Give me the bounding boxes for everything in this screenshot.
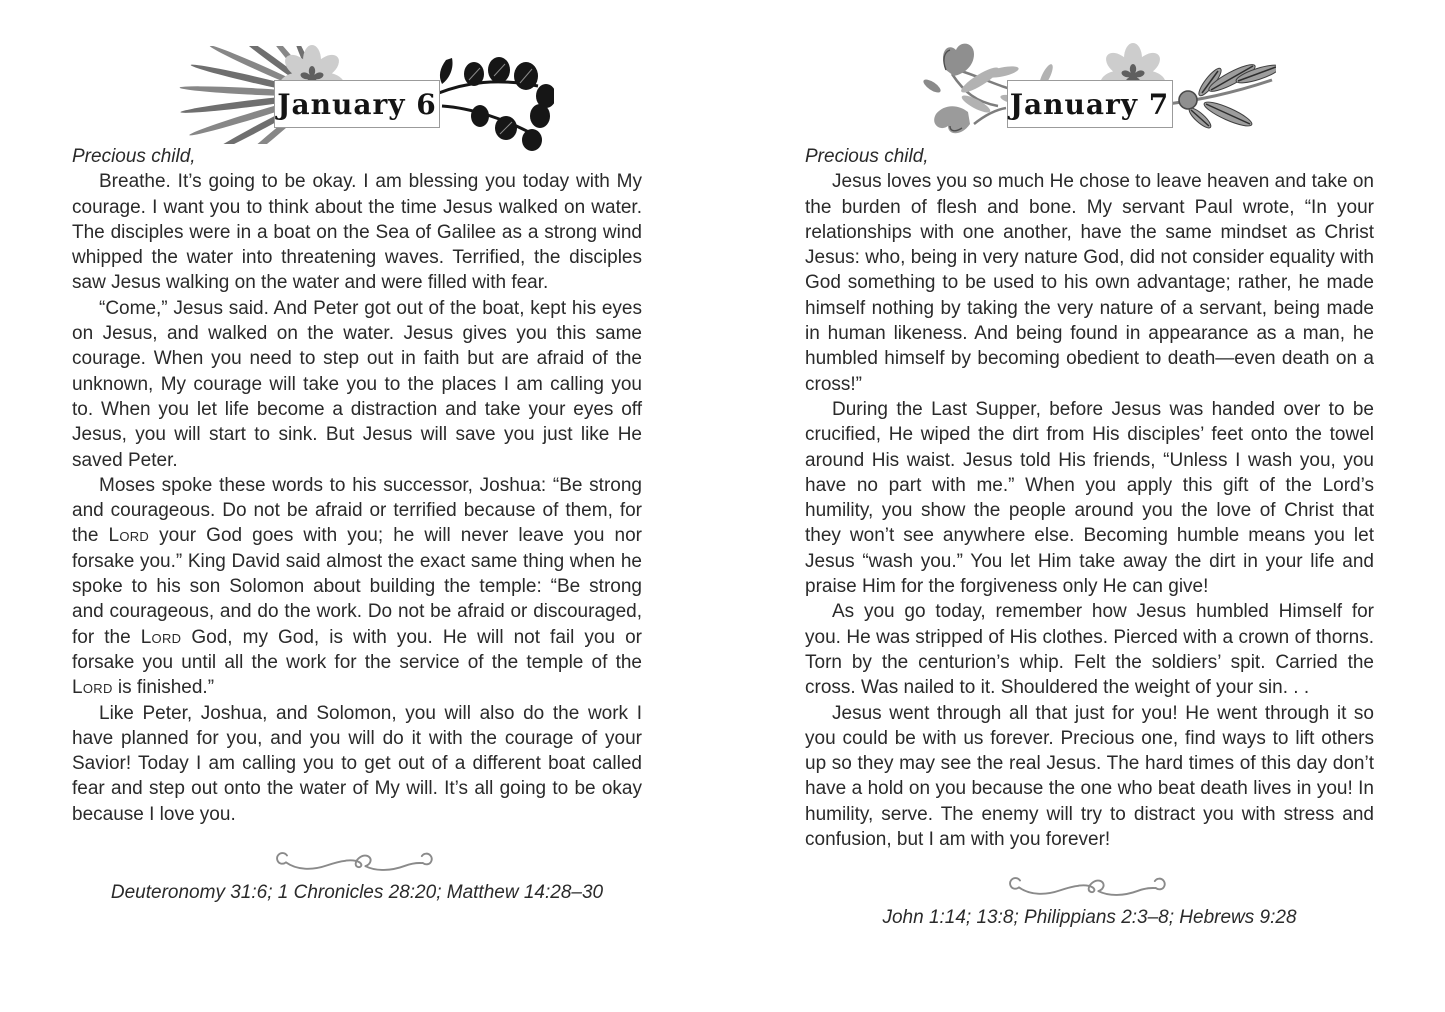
paragraph: Jesus loves you so much He chose to leave heaven and take on the burden of flesh and bone. My servant Paul wrote, “In your relationships with one another, have the same mindset as Christ Jesus: who, being in very nature God, did not consider equality with God something to be used to his own advantage; rather, he made himself nothing by taking the very nature of a servant, being made in human likeness. And being found in appearance as a man, he humbled himself by becoming obedient to death—even death on a cross!” xyxy=(805,171,1374,395)
page-january-7 xyxy=(722,0,1444,929)
scripture-reference: John 1:14; 13:8; Philippians 2:3–8; Hebrews 9:28 xyxy=(882,907,1297,929)
paragraph: “Come,” Jesus said. And Peter got out of the boat, kept his eyes on Jesus, and walked on the water. Jesus gives you this same courage. When you need to step out in faith but are afraid of the unknown, My courage will take you to the places I am calling you to. When you let life become a distraction and take your eyes off Jesus, you will start to sink. But Jesus will save you just like He saved Peter. xyxy=(72,297,642,471)
salutation: Precious child, xyxy=(72,146,196,167)
paragraph: Like Peter, Joshua, and Solomon, you will also do the work I have planned for you, and you will do it with the courage of your Savior! Today I am calling you to get out of a different boat called fear and step out onto the water of My will. It’s all going to be okay because I love you. xyxy=(72,702,642,825)
eucalyptus-branch-icon xyxy=(436,54,554,152)
olive-branch-icon xyxy=(1166,52,1276,148)
date-label: January 7 xyxy=(1009,87,1170,121)
paragraph: Breathe. It’s going to be okay. I am blessing you today with My courage. I want you to think about the time Jesus walked on water. The disciples were in a boat on the Sea of Galilee as a strong wind whipped the water into threatening waves. Terrified, the disciples saw Jesus walking on the water and were filled with fear. xyxy=(72,171,642,294)
date-box xyxy=(1007,80,1173,128)
paragraph: As you go today, remember how Jesus humbled Himself for you. He was stripped of His clothes. Pierced with a crown of thorns. Torn by the centurion’s whip. Felt the soldiers’ spit. Carried the cross. Was nailed to it. Shouldered the weight of your sin. . . xyxy=(805,601,1374,699)
devotional-text xyxy=(805,169,1374,852)
day-header xyxy=(72,36,642,144)
paragraph: Moses spoke these words to his successor, Joshua: “Be strong and courageous. Do not be afraid or terrified because of them, for the Lord your God goes with you; he will never leave you nor forsake you.” King David said almost the exact same thing when he spoke to his son Solomon about building the temple: “Be strong and courageous, and do the work. Do not be afraid or discouraged, for the Lord God, my God, is with you. He will not fail you or forsake you until all the work for the service of the temple of the Lord is finished.” xyxy=(72,474,642,699)
salutation: Precious child, xyxy=(805,146,929,167)
date-label: January 6 xyxy=(277,87,437,121)
scripture-reference: Deuteronomy 31:6; 1 Chronicles 28:20; Matthew 14:28–30 xyxy=(110,882,604,904)
paragraph: Jesus went through all that just for you! He went through it so you could be with us forever. Precious one, find ways to lift others up so they may see the real Jesus. The hard times of this day don’t have a hold on you because the one who beat death lives in you! In humility, serve. The enemy will try to distract you with stress and confusion, but I am with you forever! xyxy=(805,702,1374,851)
flourish-divider-icon xyxy=(997,867,1183,901)
date-box xyxy=(274,80,440,128)
page-january-6 xyxy=(0,0,722,929)
day-header xyxy=(805,36,1374,144)
paragraph: During the Last Supper, before Jesus was handed over to be crucified, He wiped the dirt from His disciples’ feet onto the towel around His waist. Jesus told His friends, “Unless I wash you, you have no part with me.” When you apply this gift of the Lord’s humility, you show the people around you the love of Christ that they won’t see anywhere else. Becoming humble means you let Jesus “wash you.” You let Him take away the dirt in your life and praise Him for the forgiveness only He can give! xyxy=(805,398,1374,598)
flourish-divider-icon xyxy=(264,842,450,876)
devotional-text xyxy=(72,169,642,827)
